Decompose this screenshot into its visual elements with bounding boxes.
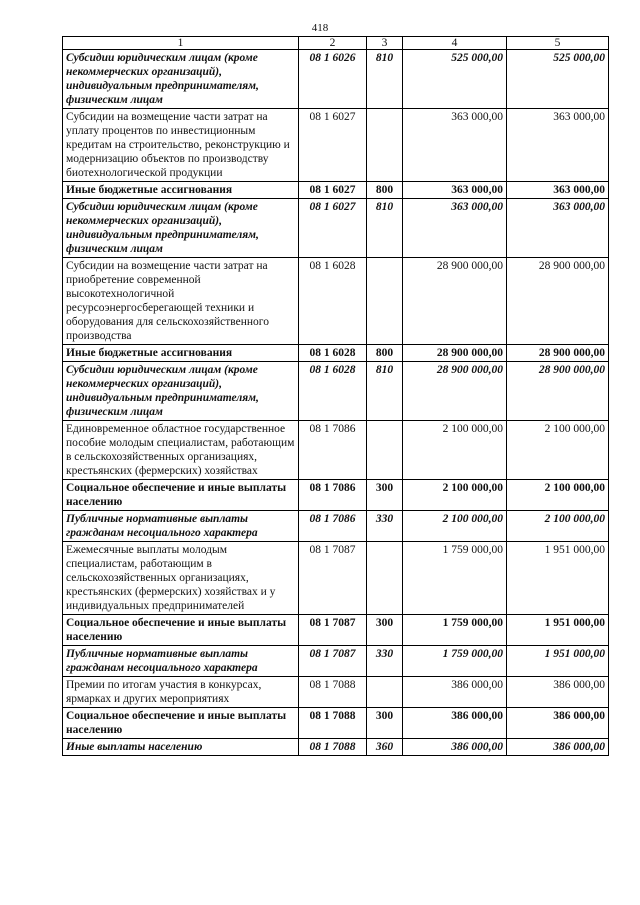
row-code: 08 1 7088 [299, 677, 367, 708]
row-code: 08 1 6026 [299, 50, 367, 109]
row-code: 08 1 6027 [299, 199, 367, 258]
row-amount-1: 386 000,00 [403, 739, 507, 756]
row-expense-type: 300 [367, 480, 403, 511]
row-name: Субсидии на возмещение части затрат на приобретение современной высокотехнологичной ресурсоэнергосберегающей техники и оборудования для сельскохозяйственного производства [63, 258, 299, 345]
row-amount-1: 28 900 000,00 [403, 258, 507, 345]
row-amount-1: 1 759 000,00 [403, 542, 507, 615]
row-amount-2: 1 951 000,00 [507, 646, 609, 677]
row-name: Премии по итогам участия в конкурсах, ярмарках и других мероприятиях [63, 677, 299, 708]
table-body [63, 50, 609, 756]
row-code: 08 1 6028 [299, 345, 367, 362]
row-name: Социальное обеспечение и иные выплаты населению [63, 708, 299, 739]
row-code: 08 1 7088 [299, 708, 367, 739]
row-code: 08 1 6027 [299, 109, 367, 182]
row-name: Субсидии юридическим лицам (кроме некоммерческих организаций), индивидуальным предпринимателям, физическим лицам [63, 199, 299, 258]
table-row [63, 362, 609, 421]
table-row [63, 258, 609, 345]
row-amount-2: 386 000,00 [507, 708, 609, 739]
row-amount-2: 28 900 000,00 [507, 258, 609, 345]
row-amount-1: 2 100 000,00 [403, 421, 507, 480]
row-expense-type: 810 [367, 50, 403, 109]
row-expense-type: 360 [367, 739, 403, 756]
row-amount-2: 363 000,00 [507, 199, 609, 258]
table-row [63, 199, 609, 258]
row-name: Социальное обеспечение и иные выплаты населению [63, 480, 299, 511]
row-amount-1: 386 000,00 [403, 708, 507, 739]
row-amount-2: 28 900 000,00 [507, 362, 609, 421]
header-col-5: 5 [507, 37, 609, 50]
row-amount-2: 363 000,00 [507, 182, 609, 199]
header-col-4: 4 [403, 37, 507, 50]
table-row [63, 345, 609, 362]
row-name: Публичные нормативные выплаты гражданам несоциального характера [63, 511, 299, 542]
row-amount-1: 2 100 000,00 [403, 480, 507, 511]
row-expense-type [367, 258, 403, 345]
row-code: 08 1 6027 [299, 182, 367, 199]
row-expense-type [367, 421, 403, 480]
row-amount-1: 2 100 000,00 [403, 511, 507, 542]
header-col-2: 2 [299, 37, 367, 50]
row-expense-type [367, 542, 403, 615]
row-amount-1: 28 900 000,00 [403, 345, 507, 362]
row-amount-1: 386 000,00 [403, 677, 507, 708]
row-amount-2: 28 900 000,00 [507, 345, 609, 362]
table-header-row [63, 37, 609, 50]
table-row [63, 542, 609, 615]
row-amount-2: 2 100 000,00 [507, 480, 609, 511]
row-amount-1: 525 000,00 [403, 50, 507, 109]
row-name: Единовременное областное государственное пособие молодым специалистам, работающим в сельскохозяйственных организациях, крестьянских (фермерских) хозяйствах [63, 421, 299, 480]
row-code: 08 1 7088 [299, 739, 367, 756]
row-amount-2: 386 000,00 [507, 739, 609, 756]
table-row [63, 511, 609, 542]
row-name: Ежемесячные выплаты молодым специалистам, работающим в сельскохозяйственных организациях, крестьянских (фермерских) хозяйствах и у индивидуальных предпринимателей [63, 542, 299, 615]
row-code: 08 1 7086 [299, 421, 367, 480]
row-amount-2: 1 951 000,00 [507, 615, 609, 646]
row-expense-type [367, 677, 403, 708]
table-row [63, 646, 609, 677]
row-code: 08 1 7087 [299, 542, 367, 615]
table-row [63, 182, 609, 199]
row-expense-type: 800 [367, 182, 403, 199]
header-col-1: 1 [63, 37, 299, 50]
header-col-3: 3 [367, 37, 403, 50]
table-row [63, 739, 609, 756]
row-expense-type: 330 [367, 511, 403, 542]
table-row [63, 615, 609, 646]
row-amount-1: 28 900 000,00 [403, 362, 507, 421]
row-name: Субсидии юридическим лицам (кроме некоммерческих организаций), индивидуальным предпринимателям, физическим лицам [63, 362, 299, 421]
row-amount-1: 363 000,00 [403, 109, 507, 182]
table-row [63, 50, 609, 109]
table-row [63, 109, 609, 182]
row-expense-type [367, 109, 403, 182]
page-number: 418 [311, 22, 329, 34]
table-row [63, 708, 609, 739]
row-code: 08 1 7087 [299, 646, 367, 677]
row-amount-2: 363 000,00 [507, 109, 609, 182]
table-row [63, 480, 609, 511]
row-amount-2: 1 951 000,00 [507, 542, 609, 615]
row-name: Иные бюджетные ассигнования [63, 182, 299, 199]
row-amount-2: 386 000,00 [507, 677, 609, 708]
row-code: 08 1 6028 [299, 362, 367, 421]
row-amount-1: 363 000,00 [403, 199, 507, 258]
row-amount-1: 1 759 000,00 [403, 646, 507, 677]
row-name: Субсидии на возмещение части затрат на уплату процентов по инвестиционным кредитам на строительство, реконструкцию и модернизацию объектов по производству биотехнологической продукции [63, 109, 299, 182]
row-code: 08 1 6028 [299, 258, 367, 345]
row-name: Иные выплаты населению [63, 739, 299, 756]
row-name: Субсидии юридическим лицам (кроме некоммерческих организаций), индивидуальным предпринимателям, физическим лицам [63, 50, 299, 109]
row-amount-2: 2 100 000,00 [507, 421, 609, 480]
row-amount-2: 525 000,00 [507, 50, 609, 109]
row-expense-type: 300 [367, 615, 403, 646]
budget-table [62, 36, 609, 756]
row-expense-type: 810 [367, 199, 403, 258]
table-row [63, 421, 609, 480]
row-code: 08 1 7087 [299, 615, 367, 646]
row-expense-type: 800 [367, 345, 403, 362]
row-amount-1: 363 000,00 [403, 182, 507, 199]
row-code: 08 1 7086 [299, 480, 367, 511]
table-row [63, 677, 609, 708]
row-expense-type: 810 [367, 362, 403, 421]
row-name: Публичные нормативные выплаты гражданам несоциального характера [63, 646, 299, 677]
row-name: Иные бюджетные ассигнования [63, 345, 299, 362]
row-expense-type: 330 [367, 646, 403, 677]
row-expense-type: 300 [367, 708, 403, 739]
row-amount-2: 2 100 000,00 [507, 511, 609, 542]
row-code: 08 1 7086 [299, 511, 367, 542]
row-name: Социальное обеспечение и иные выплаты населению [63, 615, 299, 646]
row-amount-1: 1 759 000,00 [403, 615, 507, 646]
